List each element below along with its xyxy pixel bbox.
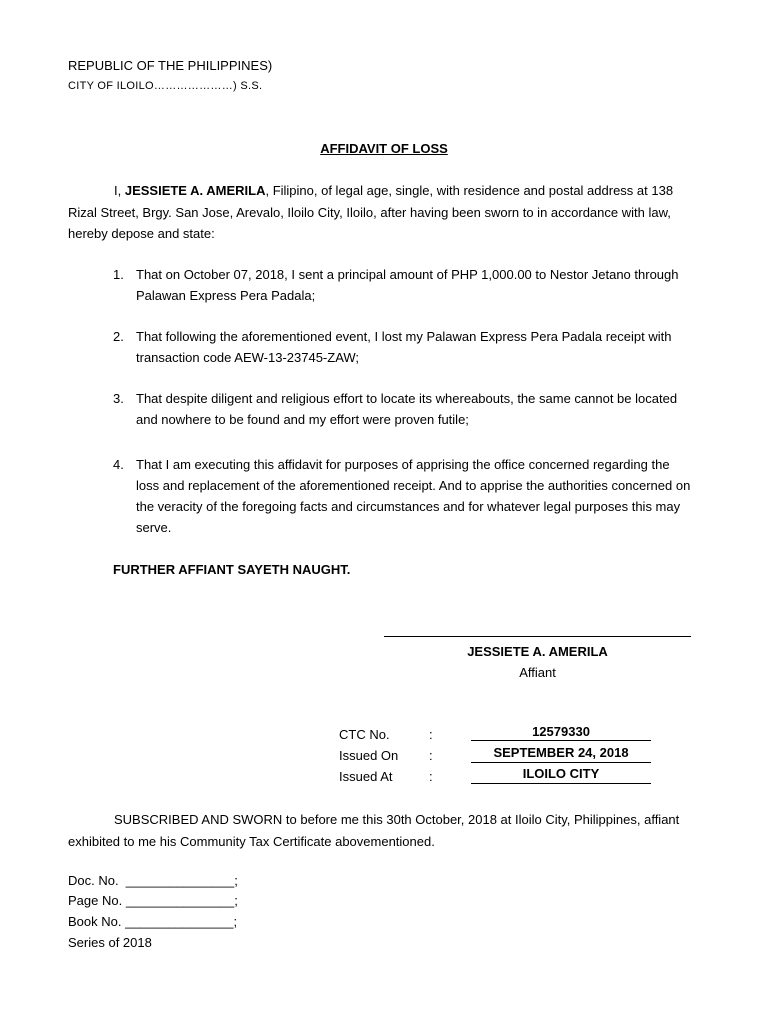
- doc-number: Doc. No. _______________;: [68, 873, 238, 888]
- issued-on-colon: :: [429, 748, 433, 763]
- list-item: [113, 388, 695, 430]
- affiant-role: Affiant: [519, 665, 556, 680]
- item-number: 1.: [113, 267, 124, 282]
- item-number: 2.: [113, 329, 124, 344]
- item-text: That despite diligent and religious effort to locate its whereabouts, the same cannot be located and nowhere to be found and my effort were proven futile;: [136, 391, 678, 427]
- intro-paragraph: [68, 180, 690, 245]
- ctc-number-value: 12579330: [532, 724, 590, 739]
- subscribed-sworn-paragraph: SUBSCRIBED AND SWORN to before me this 30th October, 2018 at Iloilo City, Philippines, affiant exhibited to me his Community Tax Certificate abovementioned.: [68, 812, 680, 849]
- issued-at-line: [471, 783, 651, 784]
- issued-at-label: Issued At: [339, 769, 393, 784]
- ctc-number-line: [471, 740, 651, 741]
- issued-on-value: SEPTEMBER 24, 2018: [493, 745, 629, 760]
- further-affiant-statement: FURTHER AFFIANT SAYETH NAUGHT.: [113, 562, 351, 577]
- ctc-colon: :: [429, 727, 433, 742]
- republic-header: REPUBLIC OF THE PHILIPPINES): [68, 58, 273, 73]
- book-number: Book No. _______________;: [68, 914, 238, 929]
- page-number: Page No. _______________;: [68, 893, 238, 908]
- series-year: Series of 2018: [68, 935, 152, 950]
- item-text: That following the aforementioned event, I lost my Palawan Express Pera Padala receipt with transaction code AEW-13-23745-ZAW;: [136, 329, 672, 365]
- ctc-label: CTC No.: [339, 727, 390, 742]
- item-number: 4.: [113, 457, 124, 472]
- issued-on-line: [471, 762, 651, 763]
- signature-line: [384, 636, 691, 637]
- issued-at-colon: :: [429, 769, 433, 784]
- affiant-name-intro: JESSIETE A. AMERILA: [124, 183, 266, 198]
- city-header: CITY OF ILOILO…………………) S.S.: [68, 80, 263, 92]
- affiant-signature-name: JESSIETE A. AMERILA: [467, 644, 608, 659]
- item-number: 3.: [113, 391, 124, 406]
- intro-prefix: I,: [114, 183, 125, 198]
- intro-text: , Filipino, of legal age, single, with residence and postal address at 138 Rizal Street, Brgy. San Jose, Arevalo, Iloilo City, Iloilo, after having been sworn to in accordance with law, hereby depose and state:: [68, 183, 674, 241]
- list-item: [113, 454, 695, 538]
- issued-at-value: ILOILO CITY: [522, 766, 600, 781]
- document-title: AFFIDAVIT OF LOSS: [320, 141, 448, 156]
- item-text: That I am executing this affidavit for purposes of apprising the office concerned regarding the loss and replacement of the aforementioned receipt. And to apprise the authorities concerned on the veracity of the foregoing facts and circumstances and for whatever legal purposes this may serve.: [136, 457, 691, 535]
- list-item: [113, 326, 695, 368]
- item-text: That on October 07, 2018, I sent a principal amount of PHP 1,000.00 to Nestor Jetano through Palawan Express Pera Padala;: [136, 267, 679, 303]
- issued-on-label: Issued On: [339, 748, 399, 763]
- list-item: [113, 264, 695, 306]
